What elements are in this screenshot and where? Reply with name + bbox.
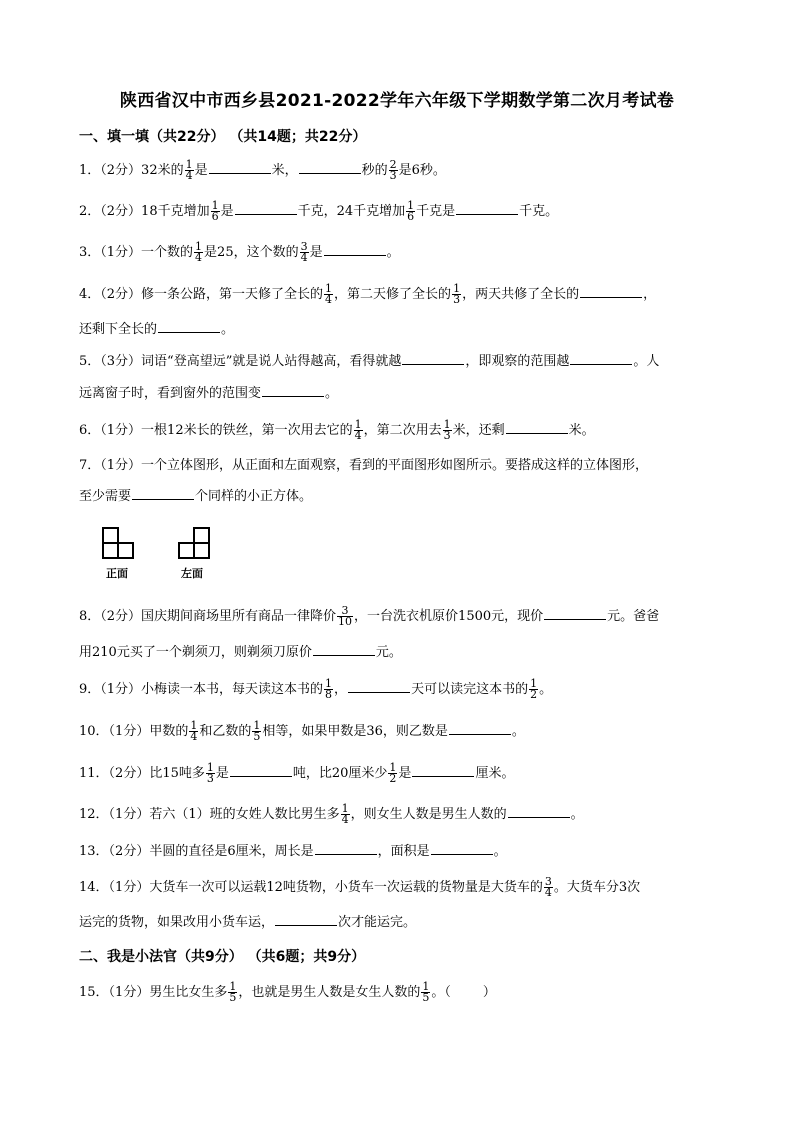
question-14: 14．（1分）大货车一次可以运载12吨货物，小货车一次运载的货物量是大货车的 $\frac{3}{4}$ 。大货车分3次	[79, 875, 641, 899]
fraction: $\frac{1}{6}$	[211, 199, 219, 223]
question-11: 11．（2分）比15吨多 $\frac{1}{3}$ 是 吨，比20厘米少 $\frac{1}{2}$ 是 厘米。	[79, 761, 515, 785]
answer-blank[interactable]	[313, 643, 375, 656]
page-title: 陕西省汉中市西乡县2021-2022学年六年级下学期数学第二次月考试卷	[119, 91, 675, 111]
answer-blank[interactable]	[230, 764, 292, 777]
answer-blank[interactable]	[431, 842, 493, 855]
answer-blank[interactable]	[299, 161, 361, 174]
question-10: 10．（1分）甲数的 $\frac{1}{4}$ 和乙数的 $\frac{1}{5}$ 相等，如果甲数是36，则乙数是 。	[79, 719, 525, 743]
section-1-heading: 一、填一填（共22分） （共14题；共22分）	[79, 129, 367, 145]
fraction: $\frac{1}{3}$	[206, 761, 214, 785]
left-view-label: 左面	[181, 567, 203, 580]
fraction: $\frac{1}{2}$	[389, 761, 397, 785]
answer-blank[interactable]	[449, 722, 511, 735]
answer-blank[interactable]	[506, 421, 568, 434]
fraction: $\frac{2}{3}$	[389, 158, 397, 182]
answer-blank[interactable]	[132, 487, 194, 500]
answer-blank[interactable]	[275, 913, 337, 926]
fraction: $\frac{1}{3}$	[443, 418, 451, 442]
answer-blank[interactable]	[348, 680, 410, 693]
question-4: 4．（2分）修一条公路，第一天修了全长的 $\frac{1}{4}$ ，第二天修了全长的 $\frac{1}{3}$ ，两天共修了全长的 ，	[79, 282, 657, 306]
square	[117, 542, 134, 559]
fraction: $\frac{1}{4}$	[325, 282, 333, 306]
fraction: $\frac{3}{4}$	[544, 875, 552, 899]
fraction: $\frac{1}{4}$	[195, 240, 203, 264]
answer-blank[interactable]	[158, 320, 220, 333]
fraction: $\frac{3}{4}$	[300, 240, 308, 264]
front-view-label: 正面	[106, 567, 128, 580]
fraction: $\frac{1}{4}$	[185, 158, 193, 182]
answer-blank[interactable]	[456, 202, 518, 215]
question-7: 7．（1分）一个立体图形，从正面和左面观察，看到的平面图形如图所示。要搭成这样的立体图形，	[79, 458, 649, 473]
answer-blank[interactable]	[412, 764, 474, 777]
section-2-heading: 二、我是小法官（共9分） （共6题；共9分）	[79, 949, 366, 965]
question-14-cont: 运完的货物，如果改用小货车运， 次才能运完。	[79, 915, 417, 930]
question-2: 2．（2分）18千克增加 $\frac{1}{6}$ 是 千克，24千克增加 $\frac{1}{6}$ 千克是 千克。	[79, 199, 559, 223]
question-9: 9．（1分）小梅读一本书，每天读这本书的 $\frac{1}{8}$ ， 天可以读完这本书的 $\frac{1}{2}$ 。	[79, 677, 553, 701]
fraction: $\frac{3}{10}$	[338, 604, 353, 628]
question-3: 3．（1分）一个数的 $\frac{1}{4}$ 是25，这个数的 $\frac{3}{4}$ 是 。	[79, 240, 400, 264]
fraction: $\frac{1}{5}$	[229, 980, 237, 1004]
answer-blank[interactable]	[580, 285, 642, 298]
question-15: 15．（1分）男生比女生多 $\frac{1}{5}$ ，也就是男生人数是女生人数的 $\frac{1}{5}$ 。（ ）	[79, 980, 496, 1004]
answer-blank[interactable]	[324, 243, 386, 256]
fraction: $\frac{1}{6}$	[407, 199, 415, 223]
question-8-cont: 用210元买了一个剃须刀，则剃须刀原价 元。	[79, 645, 402, 660]
fraction: $\frac{1}{5}$	[422, 980, 430, 1004]
answer-blank[interactable]	[544, 607, 606, 620]
question-8: 8．（2分）国庆期间商场里所有商品一律降价 $\frac{3}{10}$ ，一台洗衣机原价1500元，现价 元。爸爸	[79, 604, 660, 628]
square	[193, 542, 210, 559]
question-6: 6．（1分）一根12米长的铁丝，第一次用去它的 $\frac{1}{4}$ ，第二次用去 $\frac{1}{3}$ 米，还剩 米。	[79, 418, 595, 442]
fraction: $\frac{1}{8}$	[325, 677, 333, 701]
fraction: $\frac{1}{4}$	[354, 418, 362, 442]
question-12: 12．（1分）若六（1）班的女姓人数比男生多 $\frac{1}{4}$ ，则女生人数是男生人数的 。	[79, 802, 584, 826]
views-figure	[100, 527, 220, 587]
fraction: $\frac{1}{3}$	[453, 282, 461, 306]
question-5-cont: 远离窗子时，看到窗外的范围变 。	[79, 386, 339, 401]
question-4-cont: 还剩下全长的 。	[79, 322, 235, 337]
fraction: $\frac{1}{4}$	[190, 719, 198, 743]
fraction: $\frac{1}{4}$	[341, 802, 349, 826]
question-1: 1．（2分）32米的 $\frac{1}{4}$ 是 米， 秒的 $\frac{2}{3}$ 是6秒。	[79, 158, 446, 182]
answer-blank[interactable]	[209, 161, 271, 174]
answer-blank[interactable]	[508, 805, 570, 818]
answer-blank[interactable]	[402, 352, 464, 365]
answer-blank[interactable]	[262, 384, 324, 397]
fraction: $\frac{1}{5}$	[253, 719, 261, 743]
answer-blank[interactable]	[570, 352, 632, 365]
question-5: 5．（3分）词语“登高望远”就是说人站得越高，看得就越 ，即观察的范围越 。人	[79, 354, 660, 369]
fraction: $\frac{1}{2}$	[530, 677, 538, 701]
answer-blank[interactable]	[315, 842, 377, 855]
question-7-cont: 至少需要 个同样的小正方体。	[79, 489, 313, 504]
answer-blank[interactable]	[235, 202, 297, 215]
question-13: 13．（2分）半圆的直径是6厘米，周长是 ，面积是 。	[79, 844, 507, 859]
